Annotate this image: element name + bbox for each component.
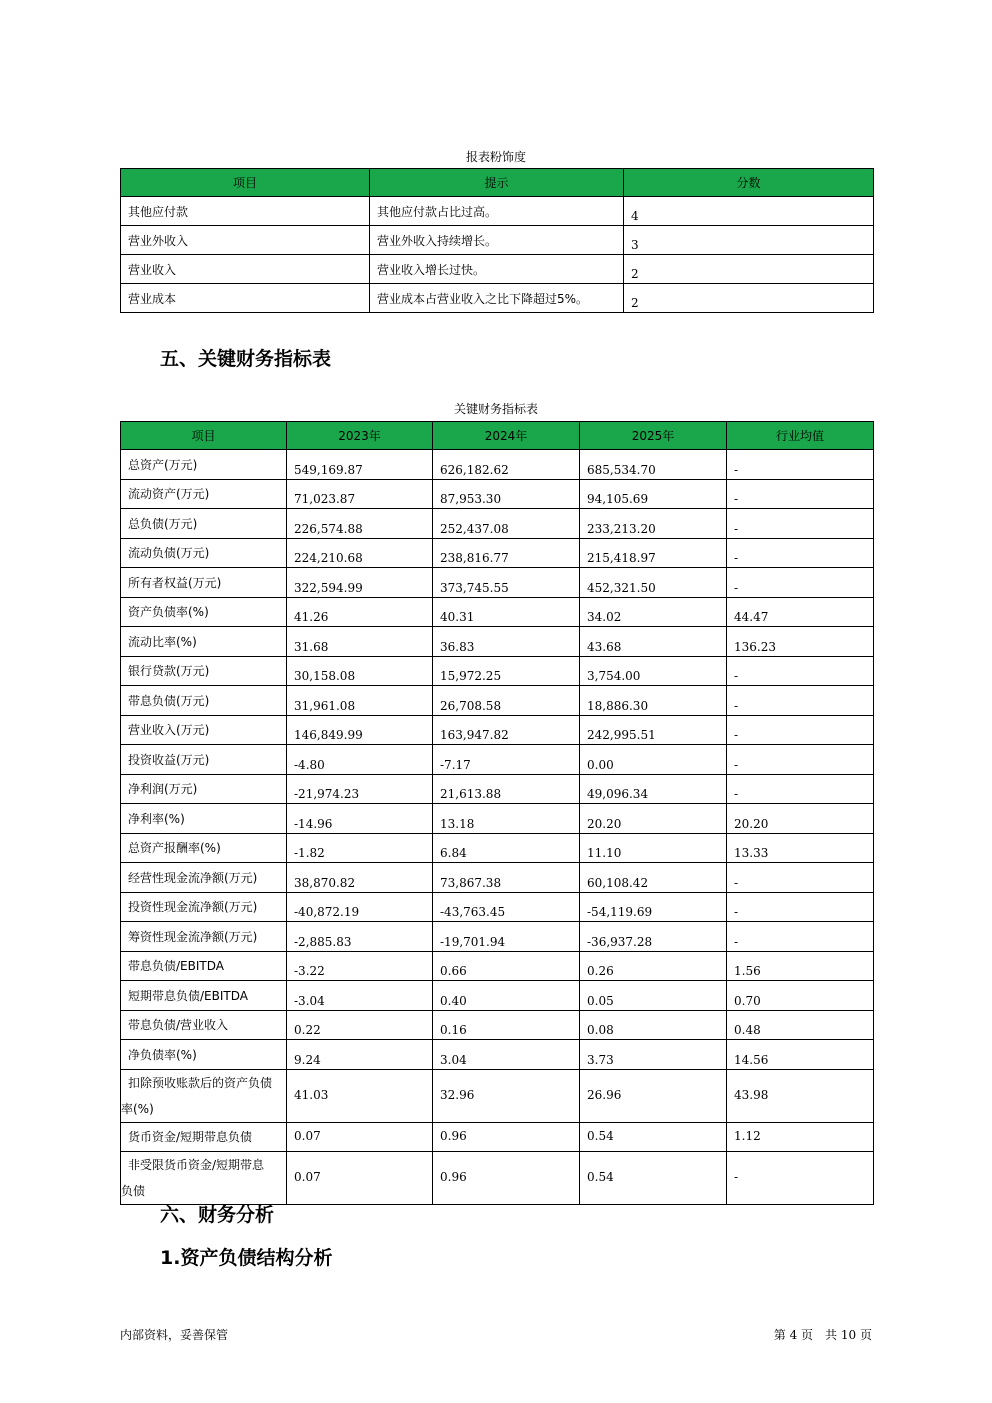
table-row <box>121 833 874 863</box>
table-cell: 31.68 <box>287 627 433 657</box>
table-cell: 9.24 <box>287 1040 433 1070</box>
table-cell: 0.26 <box>580 951 727 981</box>
table-cell: 373,745.55 <box>433 568 580 598</box>
table-cell: 筹资性现金流净额(万元) <box>121 922 287 952</box>
table-cell: 11.10 <box>580 833 727 863</box>
table-cell: 20.20 <box>727 804 874 834</box>
table-cell: 货币资金/短期带息负债 <box>121 1122 287 1152</box>
table-cell: 233,213.20 <box>580 509 727 539</box>
table-cell: 13.33 <box>727 833 874 863</box>
table-cell: 投资收益(万元) <box>121 745 287 775</box>
table-cell: 94,105.69 <box>580 479 727 509</box>
table-cell: - <box>727 479 874 509</box>
table-cell: 净利润(万元) <box>121 774 287 804</box>
table-row <box>121 804 874 834</box>
table-cell: 0.54 <box>580 1152 727 1205</box>
table-row <box>121 479 874 509</box>
table-cell: -40,872.19 <box>287 892 433 922</box>
table-cell: -54,119.69 <box>580 892 727 922</box>
table-cell: - <box>727 450 874 480</box>
table-cell: 685,534.70 <box>580 450 727 480</box>
table-row <box>121 1122 874 1152</box>
page-total: 10 <box>840 1328 857 1342</box>
table-row <box>121 686 874 716</box>
table-row <box>121 1010 874 1040</box>
table-cell: 3,754.00 <box>580 656 727 686</box>
table-cell: - <box>727 509 874 539</box>
table-cell: 0.07 <box>287 1122 433 1152</box>
table-row <box>121 226 874 255</box>
table-cell: 41.03 <box>287 1069 433 1122</box>
table-cell: 其他应付款占比过高。 <box>370 197 624 226</box>
page-suffix: 页 <box>859 1328 872 1342</box>
table-cell: 总资产(万元) <box>121 450 287 480</box>
table-cell: -43,763.45 <box>433 892 580 922</box>
table-cell: 3.04 <box>433 1040 580 1070</box>
column-header: 项目 <box>121 422 287 450</box>
table-cell: -21,974.23 <box>287 774 433 804</box>
table-cell: 31,961.08 <box>287 686 433 716</box>
table-cell: 21,613.88 <box>433 774 580 804</box>
table-cell: 1.12 <box>727 1122 874 1152</box>
table-cell: 0.05 <box>580 981 727 1011</box>
table-cell: 营业收入增长过快。 <box>370 255 624 284</box>
table-cell: 营业收入 <box>121 255 370 284</box>
table-cell: 银行贷款(万元) <box>121 656 287 686</box>
table-cell <box>121 1069 287 1122</box>
table-cell: 13.18 <box>433 804 580 834</box>
table-cell: 短期带息负债/EBITDA <box>121 981 287 1011</box>
table-cell: 224,210.68 <box>287 538 433 568</box>
table-cell: 15,972.25 <box>433 656 580 686</box>
column-header: 行业均值 <box>727 422 874 450</box>
table-cell: 其他应付款 <box>121 197 370 226</box>
table-cell: 0.48 <box>727 1010 874 1040</box>
table-cell: 3 <box>624 226 874 255</box>
table-row <box>121 568 874 598</box>
page-mid: 页 共 <box>801 1328 838 1342</box>
table-cell: 242,995.51 <box>580 715 727 745</box>
table-cell: -7.17 <box>433 745 580 775</box>
table-cell: - <box>727 892 874 922</box>
table-row <box>121 538 874 568</box>
table-cell: 60,108.42 <box>580 863 727 893</box>
table-cell: 0.96 <box>433 1122 580 1152</box>
table-cell: 36.83 <box>433 627 580 657</box>
table-cell: 626,182.62 <box>433 450 580 480</box>
table-cell: 0.96 <box>433 1152 580 1205</box>
table-cell: 73,867.38 <box>433 863 580 893</box>
table-cell: 2 <box>624 255 874 284</box>
section-heading-6: 六、财务分析 <box>160 1204 275 1226</box>
table-row <box>121 981 874 1011</box>
table-cell: 26,708.58 <box>433 686 580 716</box>
table-cell: 43.98 <box>727 1069 874 1122</box>
table-cell: 0.70 <box>727 981 874 1011</box>
page-number <box>774 1326 872 1343</box>
table-cell: -2,885.83 <box>287 922 433 952</box>
table-cell: -3.22 <box>287 951 433 981</box>
table-cell: - <box>727 922 874 952</box>
key-financial-indicators-table <box>120 421 874 1205</box>
table-cell: - <box>727 568 874 598</box>
table-cell: 经营性现金流净额(万元) <box>121 863 287 893</box>
table-cell: 营业外收入 <box>121 226 370 255</box>
table-cell: - <box>727 774 874 804</box>
table-cell: 带息负债(万元) <box>121 686 287 716</box>
table-cell: - <box>727 715 874 745</box>
column-header: 2023年 <box>287 422 433 450</box>
table-cell: 4 <box>624 197 874 226</box>
table-cell: 14.56 <box>727 1040 874 1070</box>
table-row <box>121 627 874 657</box>
table-cell: 38,870.82 <box>287 863 433 893</box>
table-cell: 322,594.99 <box>287 568 433 598</box>
table-cell: 0.07 <box>287 1152 433 1205</box>
table-cell: 0.00 <box>580 745 727 775</box>
table-row <box>121 715 874 745</box>
table-row <box>121 745 874 775</box>
cell-text-line: 非受限货币资金/短期带息 <box>128 1158 265 1172</box>
table-cell: 营业收入(万元) <box>121 715 287 745</box>
table-cell: 0.22 <box>287 1010 433 1040</box>
table-cell: 43.68 <box>580 627 727 657</box>
table-row <box>121 197 874 226</box>
table-cell: 6.84 <box>433 833 580 863</box>
column-header: 分数 <box>624 169 874 197</box>
table-cell: 净负债率(%) <box>121 1040 287 1070</box>
table-cell: 3.73 <box>580 1040 727 1070</box>
table-row <box>121 509 874 539</box>
table-cell: 资产负债率(%) <box>121 597 287 627</box>
table-row <box>121 1040 874 1070</box>
table-cell: 营业成本占营业收入之比下降超过5%。 <box>370 284 624 313</box>
table-cell: 带息负债/EBITDA <box>121 951 287 981</box>
table-cell: 0.08 <box>580 1010 727 1040</box>
table-cell: 40.31 <box>433 597 580 627</box>
column-header: 2024年 <box>433 422 580 450</box>
table-cell: 163,947.82 <box>433 715 580 745</box>
subsection-heading: 1.资产负债结构分析 <box>160 1247 333 1269</box>
table2-caption: 关键财务指标表 <box>453 402 538 416</box>
table-cell: 49,096.34 <box>580 774 727 804</box>
table-cell: 流动资产(万元) <box>121 479 287 509</box>
table-row <box>121 284 874 313</box>
table-cell: 带息负债/营业收入 <box>121 1010 287 1040</box>
column-header: 项目 <box>121 169 370 197</box>
table-cell: 30,158.08 <box>287 656 433 686</box>
table-row <box>121 597 874 627</box>
table-cell: 18,886.30 <box>580 686 727 716</box>
report-whitewash-table <box>120 168 874 313</box>
table-cell <box>121 1152 287 1205</box>
column-header: 提示 <box>370 169 624 197</box>
table-cell: - <box>727 863 874 893</box>
table-cell: 20.20 <box>580 804 727 834</box>
table-cell: - <box>727 745 874 775</box>
section-heading-5: 五、关键财务指标表 <box>160 348 332 370</box>
page-prefix: 第 <box>773 1328 786 1342</box>
table-row <box>121 892 874 922</box>
table-cell: 0.66 <box>433 951 580 981</box>
table-row <box>121 1069 874 1122</box>
table-cell: 146,849.99 <box>287 715 433 745</box>
table-cell: 26.96 <box>580 1069 727 1122</box>
table-cell: 32.96 <box>433 1069 580 1122</box>
table-cell: 71,023.87 <box>287 479 433 509</box>
table-row <box>121 774 874 804</box>
table-row <box>121 255 874 284</box>
table-row <box>121 1152 874 1205</box>
table-cell: -1.82 <box>287 833 433 863</box>
table-row <box>121 450 874 480</box>
table-cell: 总负债(万元) <box>121 509 287 539</box>
table-cell: 0.54 <box>580 1122 727 1152</box>
page-current: 4 <box>789 1328 798 1342</box>
table-cell: 2 <box>624 284 874 313</box>
table-cell: 44.47 <box>727 597 874 627</box>
table-cell: 所有者权益(万元) <box>121 568 287 598</box>
table-cell: 41.26 <box>287 597 433 627</box>
table-cell: 1.56 <box>727 951 874 981</box>
table-cell: -36,937.28 <box>580 922 727 952</box>
table-row <box>121 656 874 686</box>
table-cell: 0.16 <box>433 1010 580 1040</box>
table-cell: -3.04 <box>287 981 433 1011</box>
table-cell: 136.23 <box>727 627 874 657</box>
table-cell: 252,437.08 <box>433 509 580 539</box>
table-cell: - <box>727 538 874 568</box>
cell-text-line: 扣除预收账款后的资产负债 <box>128 1075 273 1090</box>
cell-text-line: 负债 <box>121 1184 146 1198</box>
table-cell: 0.40 <box>433 981 580 1011</box>
table-row <box>121 922 874 952</box>
table-cell: 净利率(%) <box>121 804 287 834</box>
table1-caption: 报表粉饰度 <box>465 150 526 164</box>
table-cell: 投资性现金流净额(万元) <box>121 892 287 922</box>
column-header: 2025年 <box>580 422 727 450</box>
table-cell: 营业成本 <box>121 284 370 313</box>
table-cell: -14.96 <box>287 804 433 834</box>
table-cell: 238,816.77 <box>433 538 580 568</box>
table-cell: 549,169.87 <box>287 450 433 480</box>
table-cell: 87,953.30 <box>433 479 580 509</box>
table-row <box>121 863 874 893</box>
table-cell: 34.02 <box>580 597 727 627</box>
table-cell: - <box>727 686 874 716</box>
table-row <box>121 951 874 981</box>
table-cell: 流动负债(万元) <box>121 538 287 568</box>
table-cell: - <box>727 1152 874 1205</box>
footer-confidential-note: 内部资料，妥善保管 <box>120 1328 229 1342</box>
table-cell: 452,321.50 <box>580 568 727 598</box>
table-cell: 流动比率(%) <box>121 627 287 657</box>
table-cell: 215,418.97 <box>580 538 727 568</box>
table-cell: - <box>727 656 874 686</box>
cell-text-line: 率(%) <box>121 1101 154 1116</box>
table-cell: 226,574.88 <box>287 509 433 539</box>
table-cell: 总资产报酬率(%) <box>121 833 287 863</box>
table-cell: 营业外收入持续增长。 <box>370 226 624 255</box>
table-cell: -19,701.94 <box>433 922 580 952</box>
table-cell: -4.80 <box>287 745 433 775</box>
